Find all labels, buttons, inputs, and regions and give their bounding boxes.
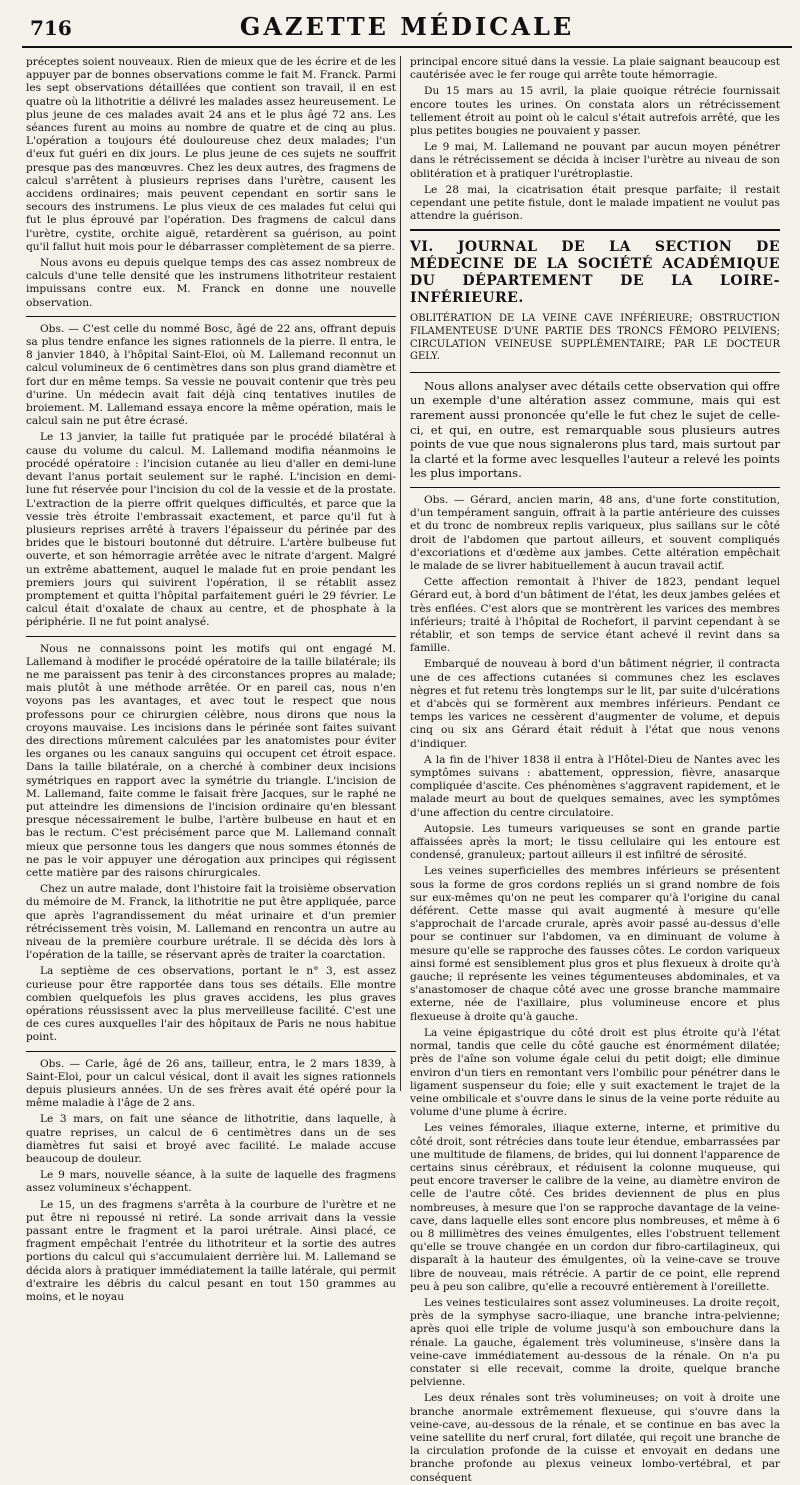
- divider: [410, 487, 780, 488]
- paragraph: Nous avons eu depuis quelque temps des cas assez nombreux de calculs d'une telle densité que les instrumens lithotriteur restaient impuissans contre eux. M. Franck en donne une nouvelle observation.: [26, 257, 396, 309]
- paragraph: principal encore situé dans la vessie. La plaie saignant beaucoup est cautérisée avec le fer rouge qui arrête toute hémorragie.: [410, 56, 780, 82]
- divider: [26, 636, 396, 637]
- paragraph: La septième de ces observations, portant le n° 3, est assez curieuse pour être rapportée dans tous ses détails. Elle montre combien quelquefois les plus graves accidens, les plus graves opérations réussissent avec la plus merveilleuse facilité. C'est une de ces cures auxquelles l'air des hôpitaux de Paris ne nous habitue point.: [26, 965, 396, 1044]
- page-number: 716: [30, 16, 72, 40]
- observation-paragraph: Obs. — Carle, âgé de 26 ans, tailleur, entra, le 2 mars 1839, à Saint-Eloi, pour un calcul vésical, dont il avait les signes rationnels depuis plusieurs années. Un de ses frères avait été opéré pour la même maladie à l'âge de 2 ans.: [26, 1057, 396, 1110]
- paragraph: Cette affection remontait à l'hiver de 1823, pendant lequel Gérard eut, à bord d'un bâtiment de l'état, les deux jambes gelées et très enflées. C'est alors que se montrèrent les varices des membres inférieurs; traité à l'hôpital de Rochefort, il parvint cependant à se rétablir, et son temps de service étant achevé il revint dans sa famille.: [410, 576, 780, 655]
- paragraph: Le 9 mars, nouvelle séance, à la suite de laquelle des fragmens assez volumineux s'échappent.: [26, 1169, 396, 1195]
- paragraph: Le 3 mars, on fait une séance de lithotritie, dans laquelle, à quatre reprises, un calcul de 6 centimètres dans un de ses diamètres fut saisi et broyé avec facilité. Le malade accuse beaucoup de douleur.: [26, 1113, 396, 1166]
- paragraph: Le 9 mai, M. Lallemand ne pouvant par aucun moyen pénétrer dans le rétrécissement se décida à inciser l'urètre au niveau de son oblitération et à pratiquer l'urétroplastie.: [410, 141, 780, 180]
- autopsy-paragraph: Autopsie. Les tumeurs variqueuses se sont en grande partie affaissées après la mort; le tissu cellulaire qui les entoure est condensé, granuleux; partout ailleurs il est infiltré de sérosité.: [410, 822, 780, 862]
- paragraph: Le 13 janvier, la taille fut pratiquée par le procédé bilatéral à cause du volume du calcul. M. Lallemand modifia néanmoins le procédé opératoire : l'incision cutanée au lieu d'aller en demi-lune devant l'anus portait seulement sur le raphé. L'incision en demi-lune fut réservée pour l'incision du col de la vessie et de la prostate. L'extraction de la pierre offrit quelques difficultés, et parce que la vessie très étroite l'embrassait exactement, et parce qu'il fut à plusieurs reprises arrêté à travers l'épaisseur du périnée par des brides que le bistouri boutonné dut détruire. L'artère bulbeuse fut ouverte, et son hémorragie arrêtée avec le nitrate d'argent. Malgré un extrême abattement, auquel le malade fut en proie pendant les premiers jours qui suivirent l'opération, il se rétablit assez promptement et quitta l'hôpital parfaitement guéri le 29 février. Le calcul était d'oxalate de chaux au centre, et de phosphate à la périphérie. Il ne fut point analysé.: [26, 431, 396, 629]
- divider: [26, 316, 396, 317]
- section-divider: [410, 229, 780, 231]
- paragraph: Le 28 mai, la cicatrisation était presque parfaite; il restait cependant une petite fistule, dont le malade impatient ne voulut pas attendre la guérison.: [410, 183, 780, 223]
- left-column: [26, 56, 396, 1304]
- paragraph: préceptes soient nouveaux. Rien de mieux que de les écrire et de les appuyer par de bonnes observations comme le fait M. Franck. Parmi les sept observations détaillées que contient son travail, il en est quatre où la lithotritie a délivré les malades assez heureusement. Le plus jeune de ces malades avait 24 ans et le plus âgé 72 ans. Les séances furent au moins au nombre de quatre et de cinq au plus. L'opération a toujours été douloureuse chez deux malades; l'un d'eux fut guéri en dix jours. Le plus jeune de ces sujets ne souffrit presque pas des manœuvres. Chez les deux autres, des fragmens de calcul s'arrêtent à plusieurs reprises dans l'urètre, causent les accidens ordinaires; mais peuvent cependant en sortir sans le secours des instrumens. Le plus vieux de ces malades fut celui qui fut le plus éprouvé par l'opération. Des fragmens de calcul dans l'urètre, cystite, orchite aiguë, retardèrent sa guérison, au point qu'il fallut huit mois pour le débarrasser complètement de sa pierre.: [26, 56, 396, 253]
- intro-paragraph: Nous allons analyser avec détails cette observation qui offre un exemple d'une altération assez commune, mais qui est rarement aussi prononcée qu'elle le fut chez le sujet de celle-ci, et qui, en outre, est remarquable sous plusieurs autres points de vue que nous signalerons plus tard, mais surtout par la clarté et la forme avec lesquelles l'auteur a relevé les points les plus importans.: [410, 378, 780, 481]
- paragraph: Les veines testiculaires sont assez volumineuses. La droite reçoit, près de la symphyse sacro-iliaque, une branche intra-pelvienne; après quoi elle triple de volume jusqu'à son embouchure dans la rénale. La gauche, également très volumineuse, s'insère dans la veine-cave immédiatement au-dessous de la rénale. On n'a pu constater si elle recevait, comme la droite, quelque branche pelvienne.: [410, 1296, 780, 1389]
- paragraph: Le 15, un des fragmens s'arrêta à la courbure de l'urètre et ne put être ni repoussé ni retiré. La sonde arrivait dans la vessie passant entre le fragment et la paroi urétrale. Ainsi placé, ce fragment empêchait l'entrée du lithotriteur et la sortie des autres portions du calcul qui s'accumulaient derrière lui. M. Lallemand se décida alors à pratiquer immédiatement la taille latérale, qui permit d'extraire les débris du calcul pesant en tout 150 grammes au moins, et le noyau: [26, 1198, 396, 1304]
- paragraph: La veine épigastrique du côté droit est plus étroite qu'à l'état normal, tandis que celle du côté gauche est énormément dilatée; près de l'aîne son volume égale celui du petit doigt; elle diminue environ d'un tiers en remontant vers l'ombilic pour pénétrer dans le ligament suspenseur du foie; elle y suit exactement le trajet de la veine ombilicale et s'ouvre dans le sinus de la veine porte réduite au volume d'une plume à écrire.: [410, 1026, 780, 1119]
- observation-paragraph: Obs. — Gérard, ancien marin, 48 ans, d'une forte constitution, d'un tempérament sanguin, offrait à la partie antérieure des cuisses et du tronc de nombreux replis variqueux, plus saillans sur le côté droit de l'abdomen que partout ailleurs, et souvent compliqués d'excoriations et d'œdème aux jambes. Cette altération empêchait le malade de se livrer habituellement à aucun travail actif.: [410, 493, 780, 572]
- article-subheading: OBLITÉRATION DE LA VEINE CAVE INFÉRIEURE; OBSTRUCTION FILAMENTEUSE D'UNE PARTIE DES TRONCS FÉMORO PELVIENS; CIRCULATION VEINEUSE SUPPLÉMENTAIRE; PAR LE DOCTEUR GELY.: [410, 313, 780, 363]
- paragraph: Embarqué de nouveau à bord d'un bâtiment négrier, il contracta une de ces affections cutanées si communes chez les esclaves nègres et fut retenu très longtemps sur le lit, par suite d'ulcérations et d'abcès qui se formèrent aux membres inférieurs. Pendant ce temps les varices ne cessèrent d'augmenter de volume, et depuis cinq ou six ans Gérard était réduit à l'état que nous venons d'indiquer.: [410, 658, 780, 750]
- paragraph: Les veines superficielles des membres inférieurs se présentent sous la forme de gros cordons repliés un si grand nombre de fois sur eux-mêmes qu'on ne peut les comparer qu'à l'origine du canal déférent. Cette masse qui avait augmenté à mesure qu'elle s'approchait de l'arcade crurale, après avoir passé au-dessus d'elle pour se continuer sur l'abdomen, va en diminuant de volume à mesure qu'elle se rapproche des fausses côtes. Le cordon variqueux ainsi formé est sensiblement plus gros et plus flexueux à droite qu'à gauche; il représente les veines tégumenteuses abdominales, et va s'anastomoser de chaque côté avec une grosse branche mammaire externe, née de l'axillaire, plus volumineuse encore et plus flexueuse à droite qu'à gauche.: [410, 865, 780, 1023]
- paragraph: Nous ne connaissons point les motifs qui ont engagé M. Lallemand à modifier le procédé opératoire de la taille bilatérale; ils ne me paraissent pas tenir à des circonstances propres au malade; mais plutôt à une méthode arrêtée. Or en pareil cas, nous n'en voyons pas les avantages, et avec tout le respect que nous professons pour ce chirurgien célèbre, nous dirons que nous la croyons mauvaise. Les incisions dans le périnée sont faites suivant des directions mûrement calculées par les anatomistes pour éviter les organes ou les canaux sanguins qui occupent cet étroit espace. Dans la taille bilatérale, on a cherché à combiner deux incisions symétriques en rapport avec la symétrie du triangle. L'incision de M. Lallemand, faite comme le faisait frère Jacques, sur le raphé ne put atteindre les dimensions de l'incision ordinaire qu'en blessant presque nécessairement le bulbe, l'artère bulbeuse en haut et en bas le rectum. C'est précisément parce que M. Lallemand connaît mieux que personne tous les dangers que nous sommes étonnés de ne pas le voir appuyer une dérogation aux principes qui régissent cette matière par des raisons chirurgicales.: [26, 642, 396, 879]
- paragraph: Du 15 mars au 15 avril, la plaie quoique rétrécie fournissait encore toutes les urines. On constata alors un rétrécissement tellement étroit au point où le calcul s'était autrefois arrêté, que les plus petites bougies ne pouvaient y passer.: [410, 85, 780, 138]
- paragraph: Les deux rénales sont très volumineuses; on voit à droite une branche anormale extrêmement flexueuse, qui s'ouvre dans la veine-cave, au-dessous de la rénale, et se continue en bas avec la veine satellite du nerf crural, fort dilatée, qui reçoit une branche de la circulation profonde de la cuisse et envoyait en dedans une branche profonde au plexus veineux lombo-vertébral, et par conséquent: [410, 1392, 780, 1484]
- paragraph: Les veines fémorales, iliaque externe, interne, et primitive du côté droit, sont rétrécies dans toute leur étendue, embarrassées par une multitude de filamens, de brides, qui lui donnent l'apparence de certains sinus cérébraux, et réduisent la colonne muqueuse, qui peut encore traverser le calibre de la veine, au diamètre environ de celle de l'autre côté. Ces brides deviennent de plus en plus nombreuses, à mesure que l'on se rapproche davantage de la veine-cave, dans laquelle elles sont encore plus nombreuses, et même à 6 ou 8 millimètres des veines émulgentes, elles l'obstruent tellement qu'elle se trouve changée en un cordon dur fibro-cartilagineux, qui disparaît à la hauteur des émulgentes, où la veine-cave se trouve libre de nouveau, mais rétrécie. A partir de ce point, elle reprend peu à peu son calibre, qu'elle a recouvré entièrement à l'oreillette.: [410, 1122, 780, 1293]
- paragraph: Chez un autre malade, dont l'histoire fait la troisième observation du mémoire de M. Franck, la lithotritie ne put être appliquée, parce que après l'agrandissement du méat urinaire et d'un premier rétrécissement très voisin, M. Lallemand en rencontra un autre au niveau de la première courbure urétrale. Il se décida dès lors à l'opération de la taille, se réservant après de traiter la coarctation.: [26, 883, 396, 962]
- divider: [26, 1051, 396, 1052]
- column-rule: [400, 56, 401, 1091]
- publication-title: GAZETTE MÉDICALE: [239, 12, 575, 41]
- right-column: [410, 56, 780, 1484]
- observation-paragraph: Obs. — C'est celle du nommé Bosc, âgé de 22 ans, offrant depuis sa plus tendre enfance les signes rationnels de la pierre. Il entra, le 8 janvier 1840, à l'hôpital Saint-Eloi, où M. Lallemand reconnut un calcul volumineux de 6 centimètres dans son plus grand diamètre et fort dur en même temps. Sa vessie ne pouvait contenir que très peu d'urine. Un médecin avait fait déjà cinq tentatives inutiles de broiement. M. Lallemand essaya encore la même opération, mais le calcul sain ne put être écrasé.: [26, 322, 396, 428]
- paragraph: A la fin de l'hiver 1838 il entra à l'Hôtel-Dieu de Nantes avec les symptômes suivans : abattement, oppression, fièvre, anasarque compliquée d'ascite. Ces phénomènes s'aggravent rapidement, et le malade meurt au bout de quelques semaines, avec les symptômes d'une affection du centre circulatoire.: [410, 753, 780, 819]
- section-title: VI. JOURNAL DE LA SECTION DE MÉDECINE DE LA SOCIÉTÉ ACADÉMIQUE DU DÉPARTEMENT DE LA LOIRE-INFÉRIEURE.: [410, 239, 780, 307]
- divider: [410, 372, 780, 373]
- page-header: [22, 10, 792, 48]
